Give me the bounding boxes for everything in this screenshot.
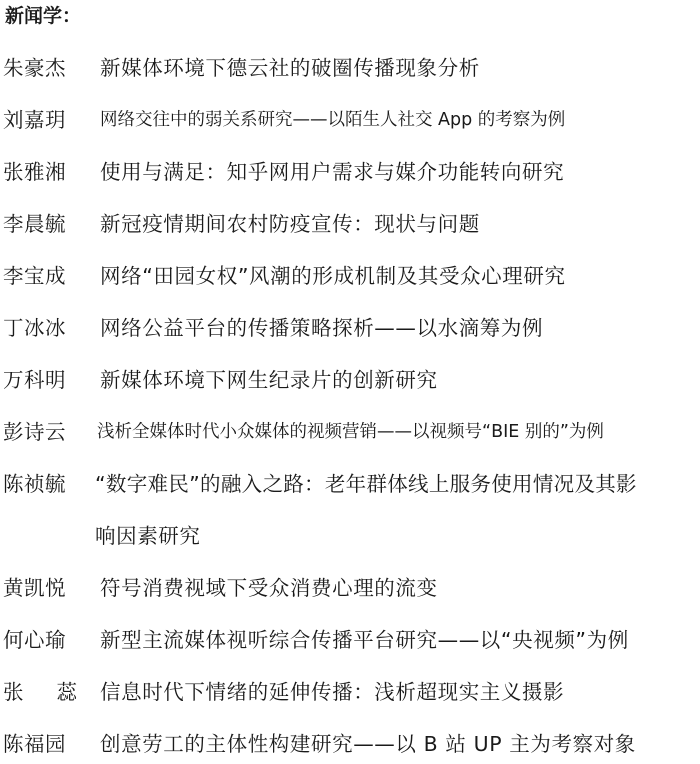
student-name: 彭诗云 <box>3 420 66 444</box>
student-name: 万科明 <box>3 368 66 392</box>
list-item <box>0 155 700 189</box>
list-item <box>0 675 700 709</box>
student-name: 刘嘉玥 <box>3 108 66 132</box>
thesis-title: 新媒体环境下德云社的破圈传播现象分析 <box>100 56 480 80</box>
thesis-title: 网络公益平台的传播策略探析——以水滴筹为例 <box>100 316 544 340</box>
list-item-continuation <box>0 519 700 553</box>
thesis-title: 符号消费视域下受众消费心理的流变 <box>100 576 438 600</box>
thesis-title: 创意劳工的主体性构建研究——以 B 站 UP 主为考察对象 <box>100 732 636 756</box>
thesis-title: 使用与满足：知乎网用户需求与媒介功能转向研究 <box>100 160 565 184</box>
thesis-title: 信息时代下情绪的延伸传播：浅析超现实主义摄影 <box>100 680 565 704</box>
list-item <box>0 207 700 241</box>
thesis-title-continuation: 响因素研究 <box>95 524 201 548</box>
section-heading: 新闻学： <box>5 5 82 27</box>
student-name: 李晨毓 <box>3 212 66 236</box>
list-item <box>0 363 700 397</box>
thesis-title: 新型主流媒体视听综合传播平台研究——以“央视频”为例 <box>100 628 629 652</box>
student-name: 丁冰冰 <box>3 316 66 340</box>
list-item <box>0 727 700 761</box>
student-name-first: 张 <box>3 680 24 704</box>
list-item <box>0 467 700 501</box>
thesis-title: 网络“田园女权”风潮的形成机制及其受众心理研究 <box>100 264 566 288</box>
list-item <box>0 51 700 85</box>
student-name: 张雅湘 <box>3 160 66 184</box>
thesis-title: 网络交往中的弱关系研究——以陌生人社交 App 的考察为例 <box>100 110 566 130</box>
student-name <box>3 675 77 709</box>
list-item <box>0 311 700 345</box>
student-name-last: 蕊 <box>56 680 77 704</box>
list-item <box>0 259 700 293</box>
list-item <box>0 103 700 137</box>
student-name: 黄凯悦 <box>3 576 66 600</box>
list-item <box>0 415 700 449</box>
student-name: 朱豪杰 <box>3 56 66 80</box>
student-name: 何心瑜 <box>3 628 66 652</box>
thesis-title: 新媒体环境下网生纪录片的创新研究 <box>100 368 438 392</box>
thesis-title: 浅析全媒体时代小众媒体的视频营销——以视频号“BIE 别的”为例 <box>97 422 604 442</box>
student-name: 李宝成 <box>3 264 66 288</box>
student-name: 陈福园 <box>3 732 66 756</box>
thesis-title: “数字难民”的融入之路：老年群体线上服务使用情况及其影 <box>95 472 637 496</box>
list-item <box>0 571 700 605</box>
thesis-title: 新冠疫情期间农村防疫宣传：现状与问题 <box>100 212 480 236</box>
list-item <box>0 623 700 657</box>
student-name: 陈祯毓 <box>3 472 66 496</box>
